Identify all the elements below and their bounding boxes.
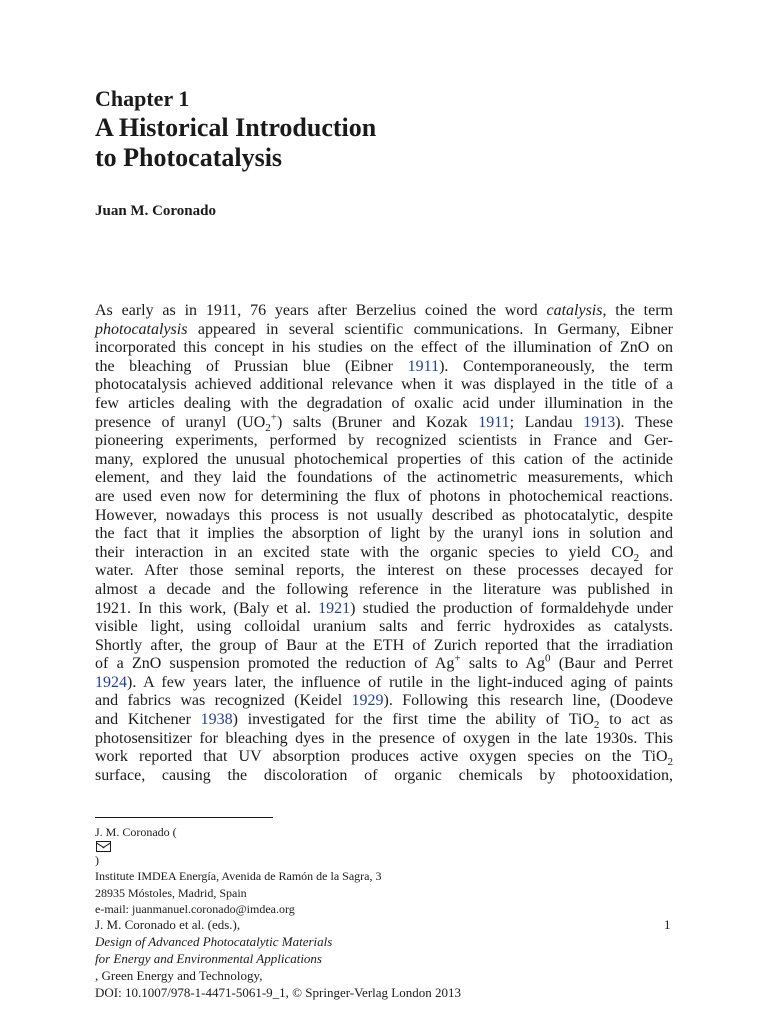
footnote-author: J. M. Coronado ( ) [95,825,177,867]
citation-line: for Energy and Environmental Applications , Green Energy and Technology, [95,951,322,983]
page-number: 1 [664,917,671,932]
body-paragraph [95,302,673,785]
envelope-icon[interactable] [96,841,111,852]
body-line: the bleaching of Prussian blue (Eibner 1911). Contemporaneously, the term [95,357,673,375]
citation-link[interactable]: 1924 [95,673,127,691]
body-line: many, explored the unusual photochemical properties of this cation of the actinide [95,450,673,468]
body-line: visible light, using colloidal uranium salts and ferric hydroxides as catalysts. [95,618,673,636]
body-line: 1921. In this work, (Baly et al. 1921) studied the production of formaldehyde under [95,599,673,617]
body-line: 1924). A few years later, the influence of rutile in the light-induced aging of paints [95,673,673,691]
citation-link[interactable]: 1938 [200,711,233,729]
body-line: few articles dealing with the degradation of oxalic acid under illumination in the [95,394,673,412]
chapter-title-line: to Photocatalysis [95,143,283,172]
author-name: Juan M. Coronado [95,203,216,219]
citation-line: J. M. Coronado et al. (eds.), Design of Advanced Photocatalytic Materials [95,917,333,949]
body-line: their interaction in an excited state with the organic species to yield $CO_2$ and [95,543,673,564]
chapter-title [95,113,655,173]
footnote-email[interactable]: e-mail: juanmanuel.coronado@imdea.org [95,902,295,916]
body-line: and Kitchener 1938) investigated for the first time the ability of TiO$_2$ to act as [95,711,674,732]
body-line: element, and they laid the foundations of the actinometric measurements, which [95,469,673,487]
author-footnote [95,824,382,918]
body-line: pioneering experiments, performed by recognized scientists in France and Ger- [95,432,673,450]
body-line: photocatalysis appeared in several scientific communications. In Germany, Eibner [95,320,673,338]
body-line: As early as in 1911, 76 years after Berzelius coined the word catalysis, the term [95,302,673,319]
body-line: water. After those seminal reports, the interest on these processes decayed for [95,562,673,580]
citation-line: DOI: 10.1007/978-1-4471-5061-9_1, © Springer-Verlag London 2013 [95,985,461,1000]
footnote-city: 28935 Móstoles, Madrid, Spain [95,885,247,900]
body-line: However, nowadays this process is not usually described as photocatalytic, despite [95,506,673,524]
body-line: the fact that it implies the absorption of light by the uranyl ions in solution and [95,525,673,543]
body-line: work reported that UV absorption produces active oxygen species on the TiO$_2$ [95,748,673,769]
citation-link[interactable]: 1929 [351,692,384,710]
body-line: are used even now for determining the flux of photons in photochemical reactions. [95,487,673,505]
body-line: Shortly after, the group of Baur at the ETH of Zurich reported that the irradiation [95,636,673,654]
citation-link[interactable]: 1911 [478,413,510,431]
citation-link[interactable]: 1921 [318,599,351,617]
body-line: almost a decade and the following reference in the literature was published in [95,580,673,598]
body-line: incorporated this concept in his studies on the effect of the illumination of ZnO on [95,339,673,357]
chapter-title-line: A Historical Introduction [95,113,377,142]
footnote-divider [95,817,273,818]
body-line: surface, causing the discoloration of organic chemicals by photooxidation, [95,766,673,784]
book-citation [95,916,565,1001]
body-line: presence of uranyl $(UO_2^+)$ salts (Bruner and Kozak 1911; Landau 1913). These [95,411,674,434]
body-line: photocatalysis achieved additional relevance when it was displayed in the title of a [95,376,673,394]
body-line: and fabrics was recognized (Keidel 1929). Following this research line, (Doodeve [95,692,673,710]
citation-link[interactable]: 1911 [407,357,440,375]
body-line: of a ZnO suspension promoted the reduction of Ag+ salts to Ag$^0$ (Baur and Perret [95,652,673,673]
citation-link[interactable]: 1913 [583,413,616,431]
chapter-label: Chapter 1 [95,86,190,111]
body-line: photosensitizer for bleaching dyes in the presence of oxygen in the late 1930s. This [95,729,673,747]
footnote-institute: Institute IMDEA Energía, Avenida de Ramón de la Sagra, 3 [95,869,382,883]
